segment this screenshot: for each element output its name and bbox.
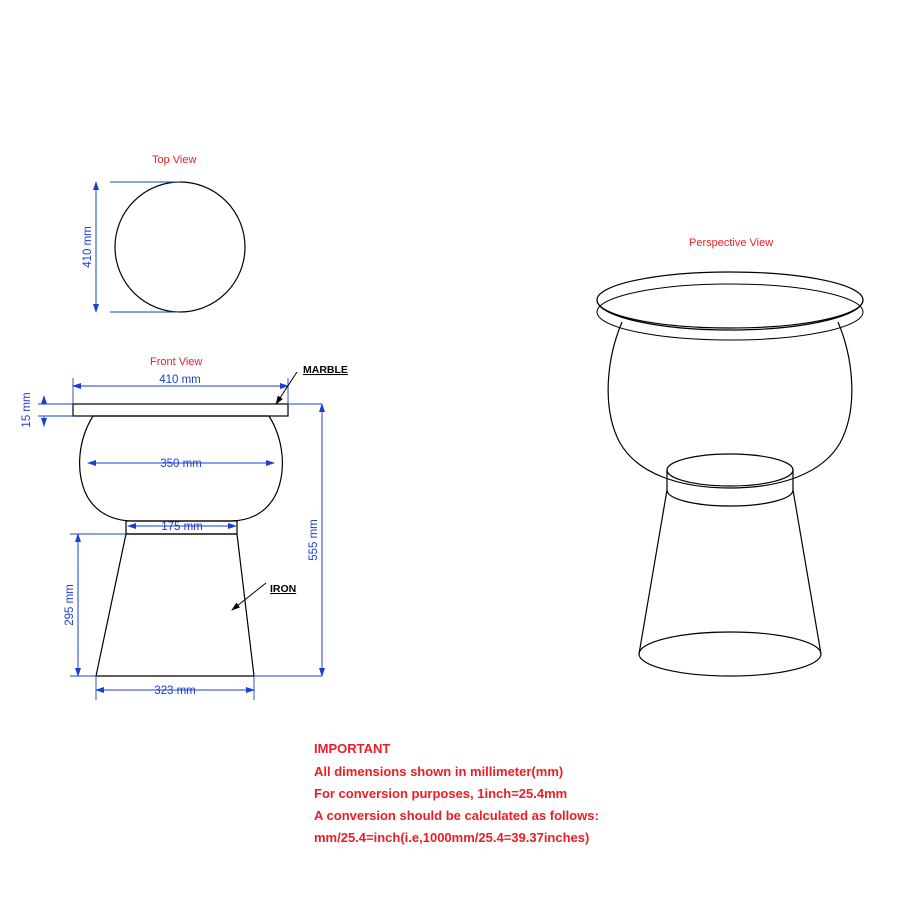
front-view-top-width-label: 410 mm bbox=[159, 374, 201, 386]
iron-label: IRON bbox=[270, 583, 297, 595]
marble-label: MARBLE bbox=[303, 364, 348, 376]
iron-leader bbox=[232, 583, 266, 610]
perspective-top-surface bbox=[597, 272, 863, 328]
perspective-view-group bbox=[597, 272, 863, 676]
marble-leader bbox=[276, 372, 297, 404]
front-view-base-height-label: 295 mm bbox=[64, 584, 76, 626]
front-view-marble-top bbox=[73, 404, 288, 416]
top-view-circle bbox=[115, 182, 245, 312]
notes-line-3: A conversion should be calculated as follows: bbox=[314, 808, 599, 823]
notes-line-1: All dimensions shown in millimeter(mm) bbox=[314, 764, 564, 779]
notes-heading: IMPORTANT bbox=[314, 741, 391, 756]
front-view-title: Front View bbox=[150, 356, 203, 368]
front-view-iron-base bbox=[96, 534, 254, 676]
top-view-group bbox=[96, 182, 245, 312]
notes-line-4: mm/25.4=inch(i.e,1000mm/25.4=39.37inches) bbox=[314, 830, 590, 845]
front-view-group bbox=[38, 372, 322, 700]
front-view-total-height-label: 555 mm bbox=[308, 519, 320, 561]
top-view-title: Top View bbox=[152, 154, 197, 166]
notes-line-2: For conversion purposes, 1inch=25.4mm bbox=[314, 786, 568, 801]
front-view-thickness-label: 15 mm bbox=[21, 392, 33, 428]
front-view-base-width-label: 323 mm bbox=[154, 685, 196, 697]
perspective-view-title: Perspective View bbox=[689, 237, 774, 249]
front-view-neck-width-label: 175 mm bbox=[161, 521, 203, 533]
front-view-bowl-width-label: 350 mm bbox=[160, 458, 202, 470]
perspective-top-rim bbox=[597, 284, 863, 340]
perspective-top-edge bbox=[597, 300, 863, 330]
top-view-diameter-label: 410 mm bbox=[82, 226, 94, 268]
perspective-bowl bbox=[608, 322, 852, 488]
perspective-base-sides bbox=[639, 490, 821, 654]
perspective-neck-top bbox=[667, 454, 793, 486]
perspective-base-bottom bbox=[639, 632, 821, 676]
